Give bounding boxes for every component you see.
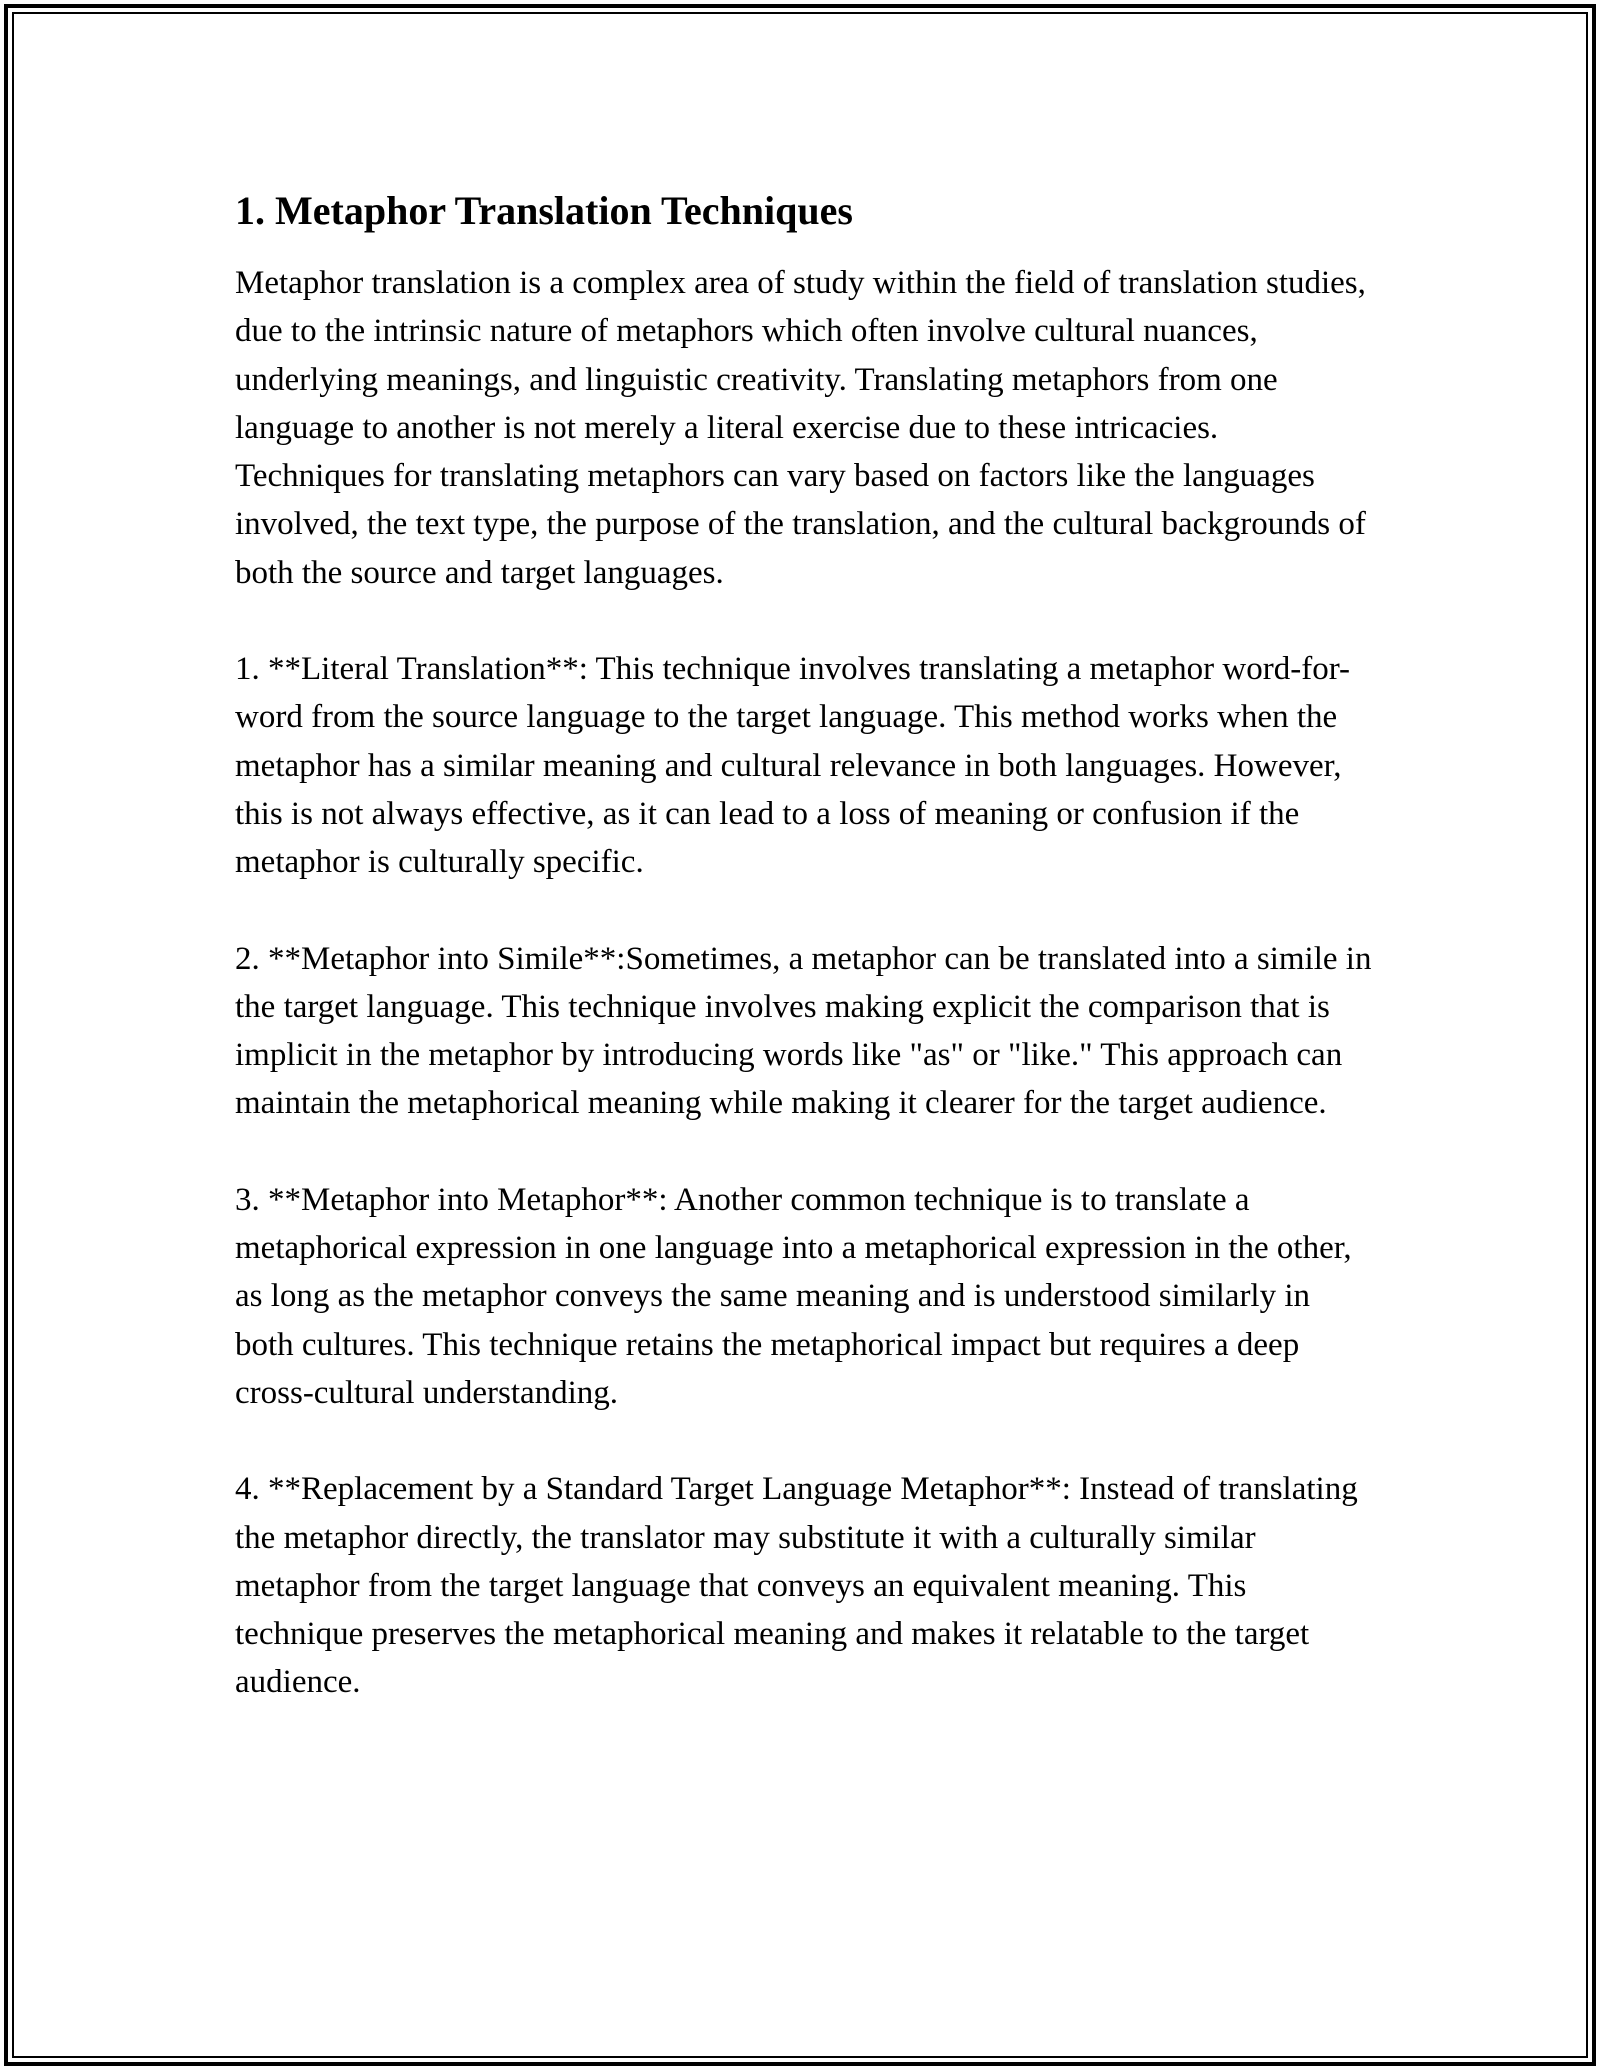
technique-standard-replacement: 4. **Replacement by a Standard Target Language Metaphor**: Instead of translating the metaphor directly, the translator may substitute it with a culturally similar metaphor from the target language that conveys an equivalent meaning. This technique preserves the metaphorical meaning and makes it relatable to the target audience. bbox=[235, 1471, 1358, 1701]
technique-metaphor-into-metaphor: 3. **Metaphor into Metaphor**: Another common technique is to translate a metaphorical expression in one language into a metaphorical expression in the other, as long as the metaphor conveys the same meaning and is understood similarly in both cultures. This technique retains the metaphorical impact but requires a deep cross-cultural understanding. bbox=[235, 1181, 1352, 1411]
document-body bbox=[235, 185, 1375, 1755]
technique-literal-translation: 1. **Literal Translation**: This technique involves translating a metaphor word-for-word from the source language to the target language. This method works when the metaphor has a similar meaning and cultural relevance in both languages. However, this is not always effective, as it can lead to a loss of meaning or confusion if the metaphor is culturally specific. bbox=[235, 651, 1351, 881]
intro-paragraph: Metaphor translation is a complex area of study within the field of translation studies, due to the intrinsic nature of metaphors which often involve cultural nuances, underlying meanings, and linguistic creativity. Translating metaphors from one language to another is not merely a literal exercise due to these intricacies. Techniques for translating metaphors can vary based on factors like the languages involved, the text type, the purpose of the translation, and the cultural backgrounds of both the source and target languages. bbox=[235, 265, 1366, 591]
technique-metaphor-into-simile: 2. **Metaphor into Simile**:Sometimes, a metaphor can be translated into a simile in the target language. This technique involves making explicit the comparison that is implicit in the metaphor by introducing words like "as" or "like." This approach can maintain the metaphorical meaning while making it clearer for the target audience. bbox=[235, 940, 1372, 1122]
section-heading: 1. Metaphor Translation Techniques bbox=[235, 188, 853, 233]
